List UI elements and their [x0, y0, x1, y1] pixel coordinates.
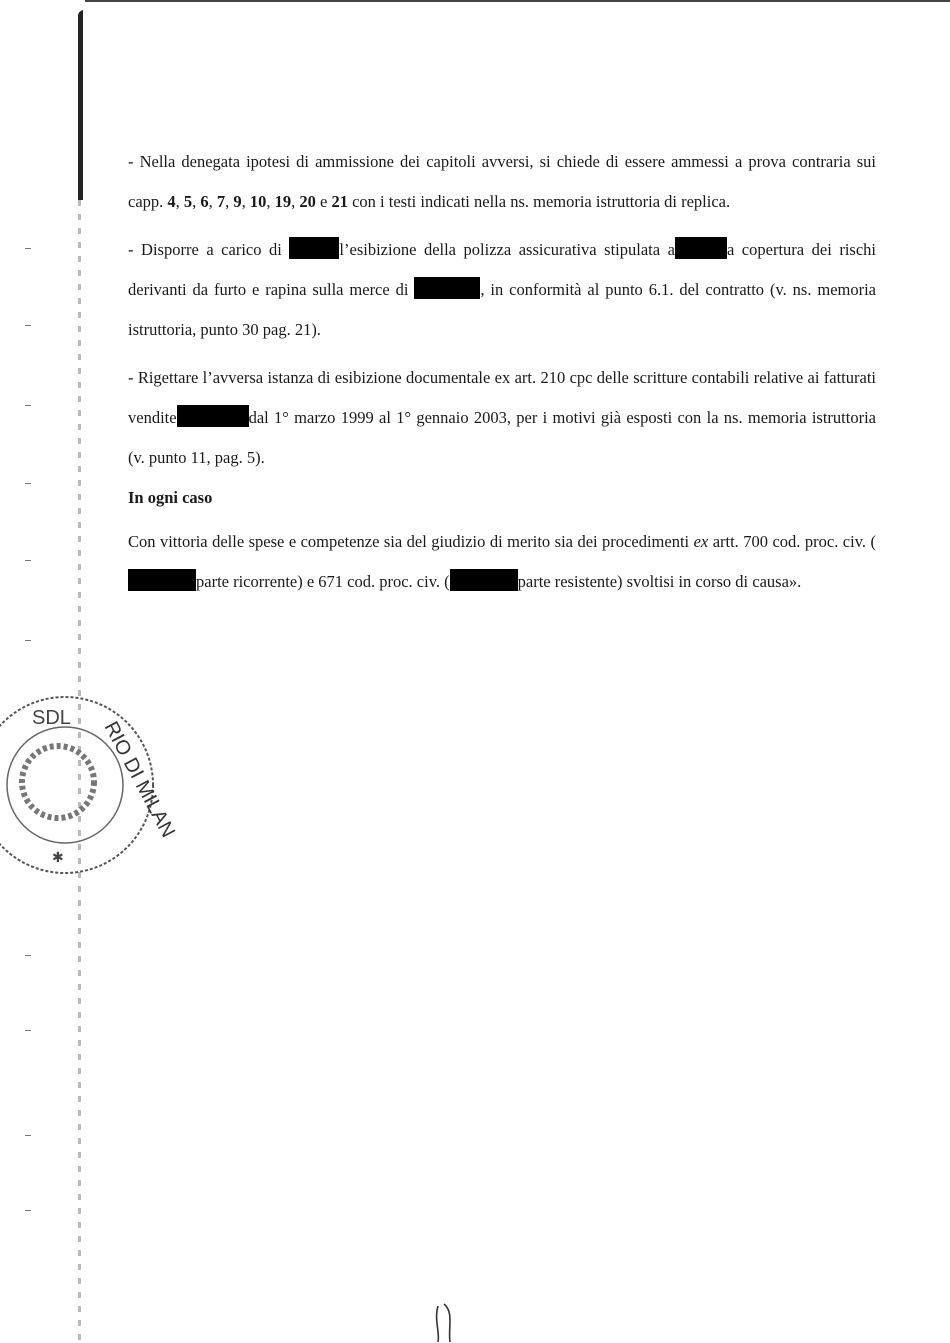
text: dal 1° marzo 1999 al 1° gennaio 2003, per i motivi già esposti con la ns. memoria istruttoria (v. punto 11, pag. 5). [128, 408, 876, 467]
redaction-box [289, 237, 339, 259]
separator: e [315, 192, 332, 211]
scan-left-edge [78, 10, 86, 200]
text: con i testi indicati nella ns. memoria istruttoria di replica. [347, 192, 731, 211]
chapter-number: 5 [183, 192, 193, 211]
separator: , [208, 192, 217, 211]
chapter-number: 10 [249, 192, 267, 211]
text: l’esibizione della polizza assicurativa stipulata a [339, 240, 675, 259]
scan-top-edge [85, 0, 950, 12]
latin-term: ex [693, 532, 709, 551]
paragraph-rigettare-istanza [128, 358, 876, 478]
text: Con vittoria delle spese e competenze sia del giudizio di merito sia dei procedimenti [128, 532, 694, 551]
chapter-number: 21 [331, 192, 348, 211]
redaction-box [414, 277, 480, 299]
chapter-number: 7 [216, 192, 226, 211]
redaction-box [177, 405, 249, 427]
star-icon: ✱ [52, 850, 64, 866]
text: , in conformità al punto 6.1. del contratto (v. ns. memoria istruttoria, punto 30 pag. 21). [128, 280, 877, 339]
redaction-box [128, 569, 196, 591]
chapter-number: 6 [200, 192, 209, 211]
text: - Disporre a carico di [128, 240, 290, 259]
handwritten-page-mark [430, 1300, 460, 1343]
chapter-number: 20 [299, 192, 316, 211]
document-body [128, 142, 876, 602]
stamp-text-right: RIO DI MILAN [99, 718, 180, 842]
text: parte ricorrente) e 671 cod. proc. civ. ( [196, 572, 450, 591]
paragraph-esibizione-polizza [128, 230, 876, 350]
chapter-number: 9 [233, 192, 242, 211]
separator: , [225, 192, 234, 211]
text: parte resistente) svoltisi in corso di causa». [517, 572, 802, 591]
redaction-box [675, 237, 727, 259]
paragraph-prova-contraria [128, 142, 876, 222]
separator: , [175, 192, 184, 211]
text: a copertura dei rischi derivanti da furto e rapina sulla merce di [128, 240, 877, 299]
paragraph-spese [128, 522, 876, 602]
chapter-number: 19 [274, 192, 292, 211]
text: - Nella denegata ipotesi di ammissione dei capitoli avversi, si chiede di essere ammessi a prova contraria sui capp. [128, 152, 876, 211]
separator: , [291, 192, 300, 211]
separator: , [192, 192, 201, 211]
text: artt. 700 cod. proc. civ. ( [708, 532, 876, 551]
section-heading: In ogni caso [128, 488, 213, 507]
stamp-text-left: SDL [32, 707, 71, 729]
separator: , [266, 192, 275, 211]
court-stamp-seal [0, 690, 180, 880]
chapter-number: 4 [167, 192, 176, 211]
redaction-box [450, 569, 518, 591]
separator: , [241, 192, 250, 211]
text: - Rigettare l’avversa istanza di esibizione documentale ex art. 210 cpc delle scritture contabili relative ai fatturati vendite [128, 368, 876, 427]
